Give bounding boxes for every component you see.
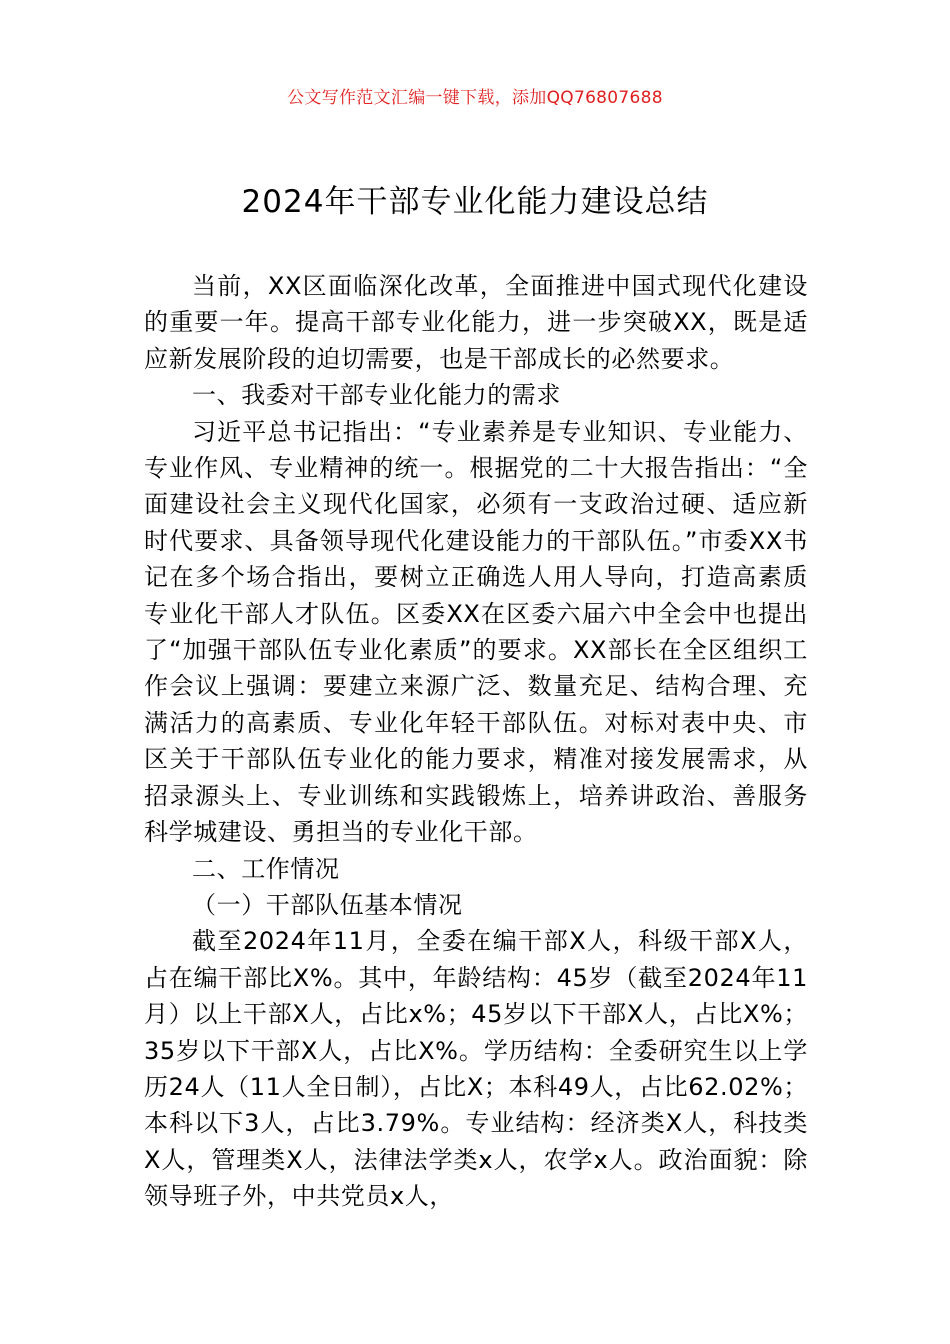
document-title: 2024年干部专业化能力建设总结 <box>241 184 709 220</box>
subsection-heading-1: （一）干部队伍基本情况 <box>192 890 463 919</box>
download-promo-note: 公文写作范文汇编一键下载，添加QQ76807688 <box>287 88 663 108</box>
section-heading-1: 一、我委对干部专业化能力的需求 <box>192 381 561 410</box>
paragraph-cadre-stats: 截至2024年11月，全委在编干部X人，科级干部X人，占在编干部比X%。其中，年龄结构：45岁（截至2024年11月）以上干部X人，占比x%；45岁以下干部X人，占比X%；35岁以下干部X人，占比X%。学历结构：全委研究生以上学历24人（11人全日制），占比X；本科49人，占比62.02%；本科以下3人，占比3.79%。专业结构：经济类X人，科技类X人，管理类X人，法律法学类x人，农学x人。政治面貌：除领导班子外，中共党员x人， <box>144 927 808 1211</box>
document-body <box>144 268 808 1215</box>
paragraph-intro: 当前，XX区面临深化改革，全面推进中国式现代化建设的重要一年。提高干部专业化能力，进一步突破XX，既是适应新发展阶段的迫切需要，也是干部成长的必然要求。 <box>144 272 808 373</box>
paragraph-requirements: 习近平总书记指出：“专业素养是专业知识、专业能力、专业作风、专业精神的统一。根据党的二十大报告指出：“全面建设社会主义现代化国家，必须有一支政治过硬、适应新时代要求、具备领导现代化建设能力的干部队伍。”市委XX书记在多个场合指出，要树立正确选人用人导向，打造高素质专业化干部人才队伍。区委XX在区委六届六中全会中也提出了“加强干部队伍专业化素质”的要求。XX部长在全区组织工作会议上强调：要建立来源广泛、数量充足、结构合理、充满活力的高素质、专业化年轻干部队伍。对标对表中央、市区关于干部队伍专业化的能力要求，精准对接发展需求，从招录源头上、专业训练和实践锻炼上，培养讲政治、善服务科学城建设、勇担当的专业化干部。 <box>144 417 808 847</box>
section-heading-2: 二、工作情况 <box>192 854 340 883</box>
